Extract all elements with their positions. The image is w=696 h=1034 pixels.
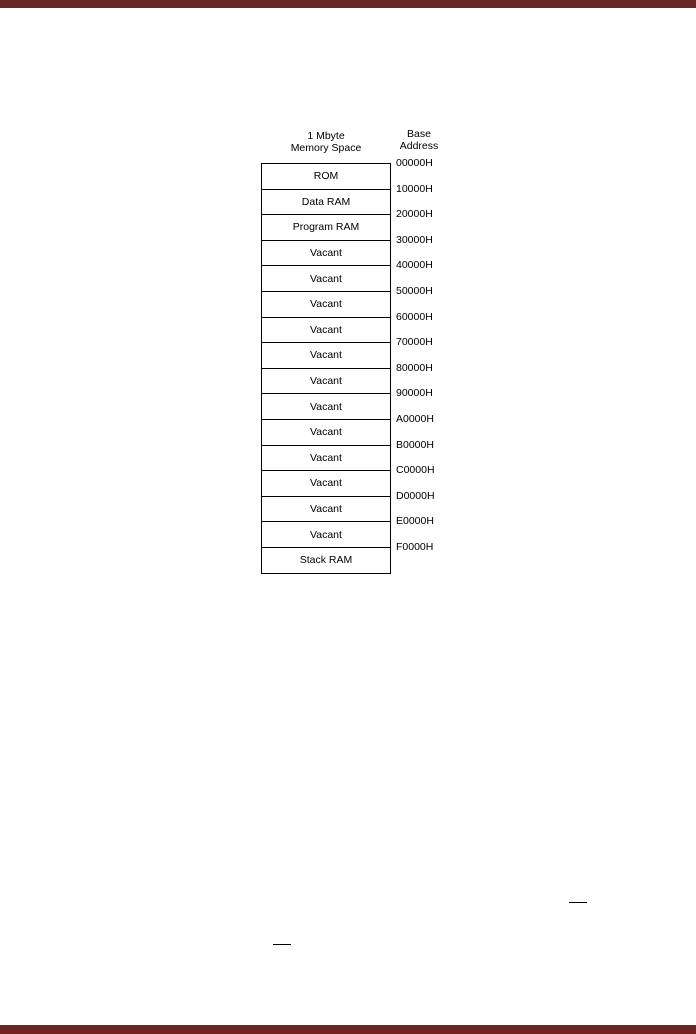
base-address-label: D0000H bbox=[396, 489, 435, 502]
base-address-label: A0000H bbox=[396, 413, 434, 425]
base-address-label: 60000H bbox=[396, 310, 433, 323]
memory-segment-label: Vacant bbox=[310, 528, 342, 541]
memory-segment bbox=[262, 548, 390, 574]
base-address-label: 70000H bbox=[396, 336, 433, 349]
memory-segment bbox=[262, 164, 390, 190]
overline-mark-1 bbox=[569, 902, 587, 903]
address-heading-line1: Base bbox=[407, 128, 431, 140]
memory-segment bbox=[262, 266, 390, 292]
base-address-label: F0000H bbox=[396, 541, 434, 553]
base-address-label: 40000H bbox=[396, 259, 433, 272]
memory-segment-label: Vacant bbox=[310, 477, 342, 490]
memory-segment bbox=[262, 343, 390, 369]
memory-segment-label: Vacant bbox=[310, 400, 342, 413]
memory-segment-label: Vacant bbox=[310, 426, 342, 439]
base-address-heading bbox=[393, 128, 445, 152]
base-address-label: 80000H bbox=[396, 361, 433, 374]
base-address-label: B0000H bbox=[396, 438, 434, 451]
memory-map bbox=[261, 163, 391, 574]
base-address-label: 50000H bbox=[396, 285, 433, 297]
memory-segment-label: ROM bbox=[313, 170, 339, 183]
memory-space-heading bbox=[262, 130, 390, 154]
memory-heading-line1: 1 Mbyte bbox=[307, 130, 345, 142]
memory-segment bbox=[262, 318, 390, 344]
memory-segment-label: Vacant bbox=[310, 349, 342, 362]
memory-segment bbox=[262, 394, 390, 420]
memory-heading-line2: Memory Space bbox=[290, 142, 362, 154]
memory-segment bbox=[262, 241, 390, 267]
memory-segment bbox=[262, 215, 390, 241]
memory-segment-label: Program RAM bbox=[292, 221, 360, 234]
memory-segment-label: Vacant bbox=[310, 503, 342, 516]
base-address-label: C0000H bbox=[396, 464, 435, 477]
memory-segment bbox=[262, 292, 390, 318]
memory-segment bbox=[262, 369, 390, 395]
memory-segment-label: Vacant bbox=[310, 298, 342, 311]
address-heading-line2: Address bbox=[399, 140, 439, 152]
memory-segment bbox=[262, 497, 390, 523]
memory-segment bbox=[262, 471, 390, 497]
page-bottom-bar bbox=[0, 1025, 696, 1034]
memory-segment-label: Vacant bbox=[310, 247, 342, 260]
memory-segment bbox=[262, 190, 390, 216]
base-address-label: 30000H bbox=[396, 233, 433, 246]
memory-segment-label: Vacant bbox=[310, 272, 342, 285]
memory-segment-label: Vacant bbox=[310, 323, 342, 336]
base-address-label: 20000H bbox=[396, 208, 433, 221]
memory-segment bbox=[262, 446, 390, 472]
memory-segment-label: Vacant bbox=[310, 375, 342, 388]
memory-segment-label: Stack RAM bbox=[299, 554, 353, 567]
base-address-label: 00000H bbox=[396, 157, 433, 169]
base-address-label: E0000H bbox=[396, 515, 434, 528]
overline-mark-2 bbox=[273, 944, 291, 945]
memory-segment bbox=[262, 420, 390, 446]
base-address-label: 90000H bbox=[396, 387, 433, 400]
memory-segment bbox=[262, 522, 390, 548]
base-address-label: 10000H bbox=[396, 182, 433, 195]
page-top-bar bbox=[0, 0, 696, 8]
memory-segment-label: Vacant bbox=[310, 451, 342, 464]
memory-segment-label: Data RAM bbox=[301, 195, 351, 208]
